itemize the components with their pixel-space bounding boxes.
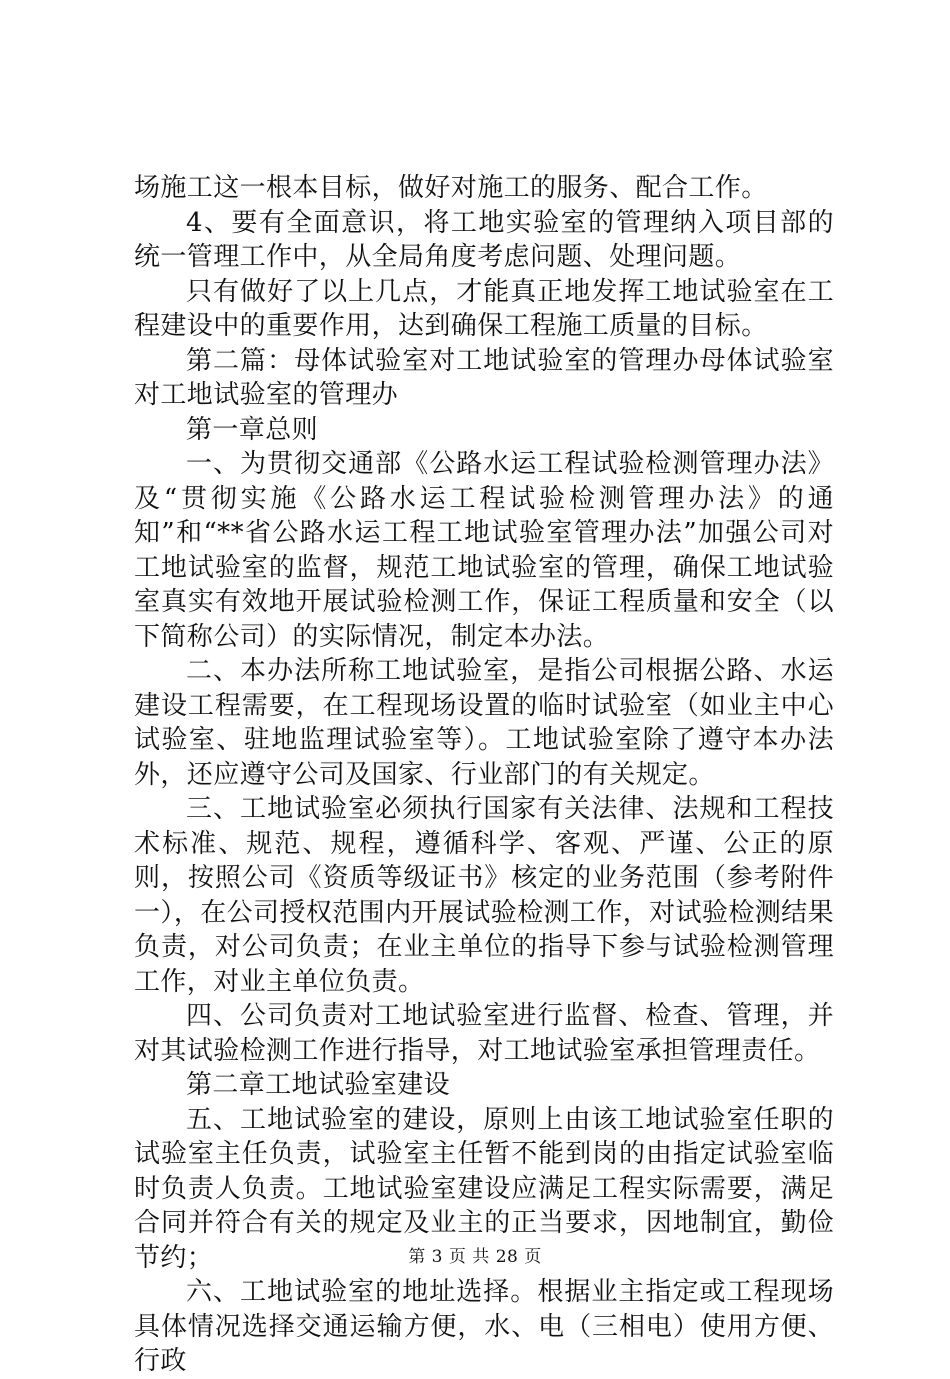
section-heading-part-two: 第二篇：母体试验室对工地试验室的管理办母体试验室对工地试验室的管理办 [134, 345, 834, 410]
document-body [134, 171, 834, 1379]
article-6: 六、工地试验室的地址选择。根据业主指定或工程现场具体情况选择交通运输方便，水、电（三相电）使用方便、行政 [134, 1277, 834, 1376]
chapter-heading-1: 第一章总则 [186, 414, 319, 445]
article-1: 一、为贯彻交通部《公路水运工程试验检测管理办法》及“贯彻实施《公路水运工程试验检测管理办法》的通知”和“**省公路水运工程工地试验室管理办法”加强公司对工地试验室的监督，规范工地试验室的管理，确保工地试验室真实有效地开展试验检测工作，保证工程质量和安全（以下简称公司）的实际情况，制定本办法。 [134, 449, 834, 652]
article-5: 五、工地试验室的建设，原则上由该工地试验室任职的试验室主任负责，试验室主任暂不能到岗的由指定试验室临时负责人负责。工地试验室建设应满足工程实际需要，满足合同并符合有关的规定及业主的正当要求，因地制宜，勤俭节约； [134, 1104, 834, 1273]
article-2: 二、本办法所称工地试验室，是指公司根据公路、水运建设工程需要，在工程现场设置的临时试验室（如业主中心试验室、驻地监理试验室等）。工地试验室除了遵守本办法外，还应遵守公司及国家、行业部门的有关规定。 [134, 656, 834, 790]
paragraph-3: 只有做好了以上几点，才能真正地发挥工地试验室在工程建设中的重要作用，达到确保工程施工质量的目标。 [134, 276, 834, 341]
article-3: 三、工地试验室必须执行国家有关法律、法规和工程技术标准、规范、规程，遵循科学、客观、严谨、公正的原则，按照公司《资质等级证书》核定的业务范围（参考附件一），在公司授权范围内开展试验检测工作，对试验检测结果负责，对公司负责；在业主单位的指导下参与试验检测管理工作，对业主单位负责。 [134, 794, 834, 997]
article-4: 四、公司负责对工地试验室进行监督、检查、管理，并对其试验检测工作进行指导，对工地试验室承担管理责任。 [134, 1001, 834, 1066]
page-footer [0, 1242, 950, 1267]
paragraph-1: 场施工这一根本目标，做好对施工的服务、配合工作。 [134, 173, 768, 203]
paragraph-2: 4、要有全面意识，将工地实验室的管理纳入项目部的统一管理工作中，从全局角度考虑问题、处理问题。 [134, 207, 834, 272]
page-number-label: 第 3 页 共 28 页 [408, 1247, 542, 1267]
chapter-heading-2: 第二章工地试验室建设 [186, 1070, 451, 1100]
